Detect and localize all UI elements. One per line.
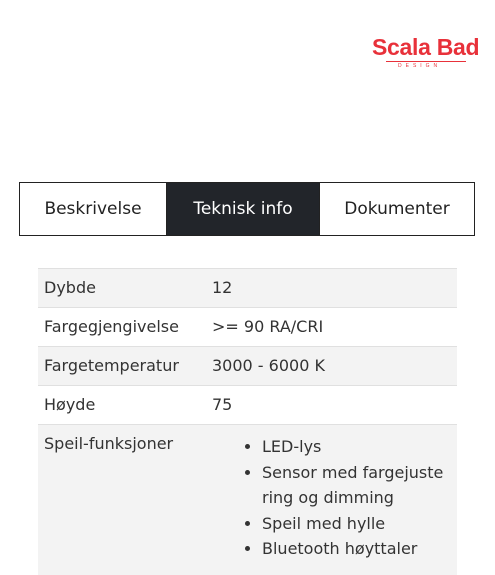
tab-dokumenter[interactable]: Dokumenter [319, 183, 474, 235]
spec-row-fargegjengivelse [38, 308, 457, 347]
spec-label: Speil-funksjoner [44, 434, 174, 453]
feature-item: • Sensor med fargejuste ring og dimming [262, 460, 457, 511]
spec-table [38, 268, 457, 575]
feature-item: • Speil med hylle [262, 511, 457, 537]
brand-logo[interactable] [372, 36, 478, 70]
spec-label: Fargetemperatur [44, 356, 179, 375]
spec-row-speil-funksjoner [38, 425, 457, 575]
spec-value: 75 [212, 395, 233, 414]
feature-item: • Bluetooth høyttaler [262, 536, 457, 562]
spec-value: 3000 - 6000 K [212, 356, 325, 375]
spec-row-dybde [38, 269, 457, 308]
spec-value: >= 90 RA/CRI [212, 317, 324, 336]
product-tabs [19, 182, 475, 236]
feature-item: • LED-lys [262, 434, 457, 460]
spec-row-hoyde [38, 386, 457, 425]
brand-subtitle: DESIGN [398, 63, 442, 69]
spec-row-fargetemperatur [38, 347, 457, 386]
brand-name: Scala Bad [372, 34, 480, 60]
spec-value-list-cell [206, 425, 457, 575]
spec-label: Dybde [44, 278, 96, 297]
spec-label: Fargegjengivelse [44, 317, 179, 336]
tab-beskrivelse[interactable]: Beskrivelse [20, 183, 167, 235]
feature-list [212, 434, 457, 562]
tab-teknisk-info[interactable]: Teknisk info [167, 183, 319, 235]
spec-label: Høyde [44, 395, 96, 414]
spec-value: 12 [212, 278, 233, 297]
logo-divider [386, 61, 466, 62]
